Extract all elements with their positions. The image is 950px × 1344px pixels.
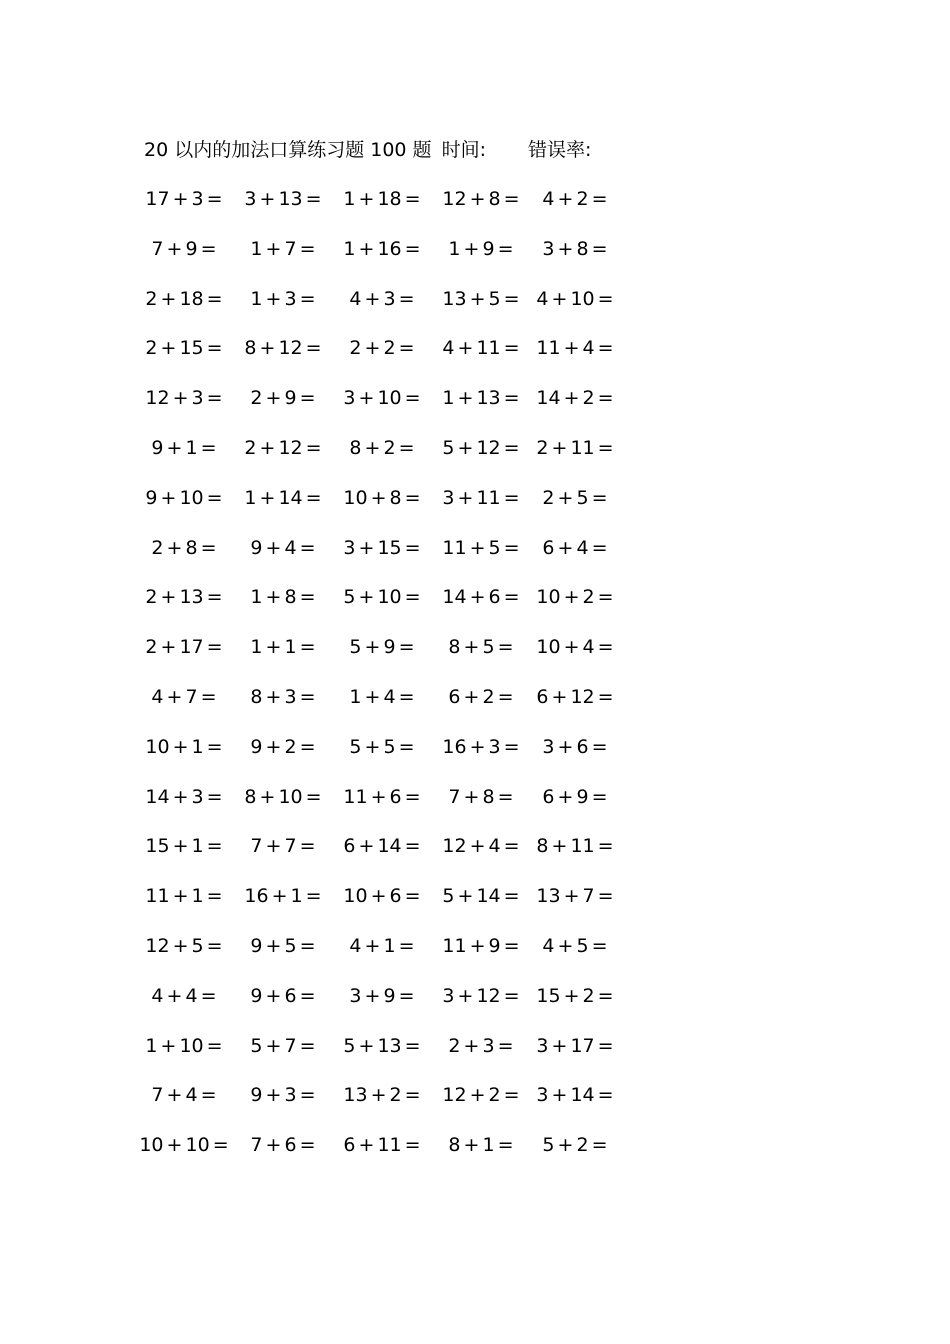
problem-item: 9 + 10 = — [145, 486, 223, 509]
problem-item: 16 + 3 = — [442, 735, 520, 758]
problem-item: 15 + 1 = — [145, 835, 223, 858]
problem-row — [0, 983, 950, 1033]
problem-item: 4 + 11 = — [442, 337, 520, 360]
problem-item: 5 + 5 = — [349, 735, 415, 758]
problem-item: 13 + 2 = — [343, 1084, 421, 1107]
problem-row — [0, 1033, 950, 1083]
problem-item: 1 + 13 = — [442, 387, 520, 410]
problem-item: 1 + 3 = — [250, 287, 316, 310]
problem-item: 1 + 10 = — [145, 1034, 223, 1057]
problem-item: 17 + 3 = — [145, 188, 223, 210]
problem-item: 12 + 4 = — [442, 835, 520, 858]
problem-item: 5 + 7 = — [250, 1034, 316, 1057]
problem-item: 1 + 1 = — [250, 636, 316, 659]
problem-item: 5 + 2 = — [542, 1134, 608, 1157]
problem-item: 3 + 9 = — [349, 984, 415, 1007]
problem-item: 11 + 5 = — [442, 536, 520, 559]
problem-row — [0, 236, 950, 286]
problem-item: 9 + 2 = — [250, 735, 316, 758]
problem-item: 7 + 4 = — [151, 1084, 217, 1107]
problem-item: 1 + 14 = — [244, 486, 322, 509]
problem-item: 11 + 6 = — [343, 785, 421, 808]
problem-item: 3 + 11 = — [442, 486, 520, 509]
problem-item: 3 + 12 = — [442, 984, 520, 1007]
problem-item: 2 + 17 = — [145, 636, 223, 659]
problem-item: 2 + 12 = — [244, 436, 322, 459]
problem-item: 3 + 10 = — [343, 387, 421, 410]
problem-item: 14 + 2 = — [536, 387, 614, 410]
problem-item: 3 + 8 = — [542, 237, 608, 260]
problem-item: 14 + 6 = — [442, 586, 520, 609]
problem-item: 14 + 3 = — [145, 785, 223, 808]
problem-item: 7 + 9 = — [151, 237, 217, 260]
problem-item: 4 + 4 = — [151, 984, 217, 1007]
problem-item: 4 + 2 = — [542, 188, 608, 210]
problem-item: 6 + 12 = — [536, 685, 614, 708]
problem-item: 13 + 7 = — [536, 885, 614, 908]
problem-item: 8 + 1 = — [448, 1134, 514, 1157]
problem-item: 10 + 6 = — [343, 885, 421, 908]
problem-row — [0, 335, 950, 385]
problem-item: 8 + 12 = — [244, 337, 322, 360]
time-label: 时间: — [441, 139, 486, 161]
worksheet-title: 20 以内的加法口算练习题 100 题 — [144, 139, 432, 161]
problem-item: 4 + 1 = — [349, 934, 415, 957]
problem-item: 5 + 12 = — [442, 436, 520, 459]
problem-item: 9 + 1 = — [151, 436, 217, 459]
problem-item: 2 + 9 = — [250, 387, 316, 410]
problem-item: 16 + 1 = — [244, 885, 322, 908]
problem-item: 5 + 9 = — [349, 636, 415, 659]
problem-item: 4 + 5 = — [542, 934, 608, 957]
problem-row — [0, 186, 950, 236]
problem-item: 7 + 8 = — [448, 785, 514, 808]
problem-item: 5 + 14 = — [442, 885, 520, 908]
problem-row — [0, 584, 950, 634]
problem-item: 12 + 5 = — [145, 934, 223, 957]
problem-row — [0, 1132, 950, 1182]
problem-item: 6 + 9 = — [542, 785, 608, 808]
problem-row — [0, 833, 950, 883]
error-rate-label: 错误率: — [527, 139, 592, 161]
problem-item: 11 + 9 = — [442, 934, 520, 957]
problem-item: 13 + 5 = — [442, 287, 520, 310]
problem-item: 2 + 2 = — [349, 337, 415, 360]
problem-item: 1 + 8 = — [250, 586, 316, 609]
problem-item: 4 + 7 = — [151, 685, 217, 708]
problem-item: 8 + 10 = — [244, 785, 322, 808]
problem-row — [0, 286, 950, 336]
problem-item: 5 + 10 = — [343, 586, 421, 609]
problem-item: 2 + 15 = — [145, 337, 223, 360]
problem-item: 10 + 1 = — [145, 735, 223, 758]
problem-item: 6 + 2 = — [448, 685, 514, 708]
problem-item: 10 + 8 = — [343, 486, 421, 509]
problem-item: 6 + 11 = — [343, 1134, 421, 1157]
problem-row — [0, 784, 950, 834]
problem-row — [0, 734, 950, 784]
problem-item: 10 + 4 = — [536, 636, 614, 659]
problem-item: 9 + 5 = — [250, 934, 316, 957]
problem-item: 9 + 6 = — [250, 984, 316, 1007]
problem-item: 9 + 4 = — [250, 536, 316, 559]
problem-item: 12 + 3 = — [145, 387, 223, 410]
problem-item: 10 + 10 = — [139, 1134, 229, 1157]
problem-item: 3 + 14 = — [536, 1084, 614, 1107]
problem-item: 4 + 10 = — [536, 287, 614, 310]
problem-item: 10 + 2 = — [536, 586, 614, 609]
problem-item: 1 + 9 = — [448, 237, 514, 260]
problem-row — [0, 684, 950, 734]
problem-item: 11 + 1 = — [145, 885, 223, 908]
problem-row — [0, 485, 950, 535]
problem-item: 2 + 13 = — [145, 586, 223, 609]
problem-item: 8 + 5 = — [448, 636, 514, 659]
problem-item: 4 + 3 = — [349, 287, 415, 310]
problem-item: 8 + 3 = — [250, 685, 316, 708]
problem-item: 7 + 7 = — [250, 835, 316, 858]
problem-grid — [0, 186, 950, 1182]
problem-item: 12 + 8 = — [442, 188, 520, 210]
problem-item: 2 + 3 = — [448, 1034, 514, 1057]
problem-item: 5 + 13 = — [343, 1034, 421, 1057]
problem-row — [0, 1082, 950, 1132]
problem-row — [0, 883, 950, 933]
problem-item: 1 + 4 = — [349, 685, 415, 708]
problem-item: 6 + 4 = — [542, 536, 608, 559]
problem-item: 3 + 6 = — [542, 735, 608, 758]
problem-item: 11 + 4 = — [536, 337, 614, 360]
problem-item: 3 + 15 = — [343, 536, 421, 559]
problem-row — [0, 535, 950, 585]
problem-item: 8 + 2 = — [349, 436, 415, 459]
problem-row — [0, 435, 950, 485]
problem-row — [0, 385, 950, 435]
problem-item: 7 + 6 = — [250, 1134, 316, 1157]
problem-item: 15 + 2 = — [536, 984, 614, 1007]
worksheet-header — [144, 137, 591, 163]
problem-item: 3 + 13 = — [244, 188, 322, 210]
problem-item: 2 + 8 = — [151, 536, 217, 559]
problem-item: 9 + 3 = — [250, 1084, 316, 1107]
problem-item: 2 + 18 = — [145, 287, 223, 310]
problem-item: 3 + 17 = — [536, 1034, 614, 1057]
problem-item: 2 + 5 = — [542, 486, 608, 509]
problem-item: 12 + 2 = — [442, 1084, 520, 1107]
problem-item: 1 + 18 = — [343, 188, 421, 210]
problem-item: 2 + 11 = — [536, 436, 614, 459]
problem-row — [0, 933, 950, 983]
problem-row — [0, 634, 950, 684]
problem-item: 1 + 7 = — [250, 237, 316, 260]
problem-item: 8 + 11 = — [536, 835, 614, 858]
problem-item: 6 + 14 = — [343, 835, 421, 858]
problem-item: 1 + 16 = — [343, 237, 421, 260]
